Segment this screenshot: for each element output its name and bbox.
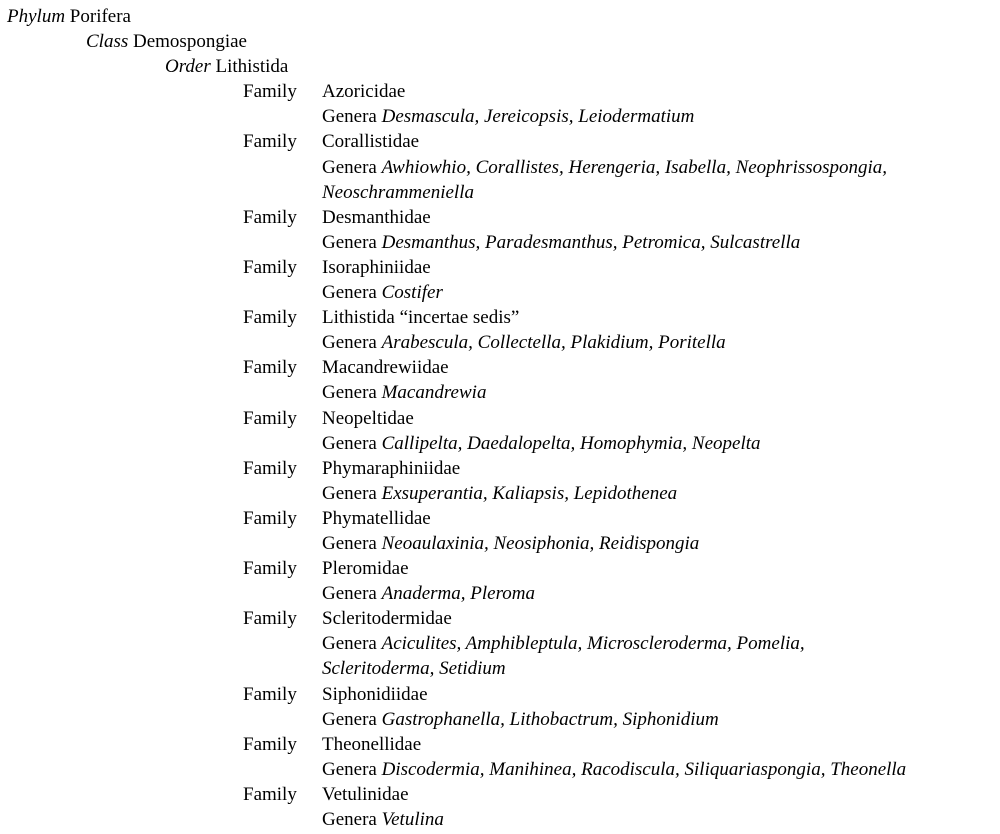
- genera-line: [0, 631, 1000, 656]
- family-line: [0, 305, 1000, 330]
- genera-line: [0, 481, 1000, 506]
- genera-list: Desmanthus, Paradesmanthus, Petromica, Sulcastrella: [381, 231, 801, 253]
- family-line: [0, 406, 1000, 431]
- genera-list: Anaderma, Pleroma: [381, 583, 535, 605]
- family-label: Family: [243, 407, 297, 429]
- family-name: Neopeltidae: [322, 407, 414, 429]
- family-name: Desmanthidae: [322, 206, 431, 228]
- genera-line: [0, 581, 1000, 606]
- genera-list: Macandrewia: [381, 382, 487, 404]
- genera-line: [0, 280, 1000, 305]
- family-label: Family: [243, 206, 297, 228]
- genera-line: [0, 104, 1000, 129]
- family-name: Macandrewiidae: [322, 357, 449, 379]
- family-line: [0, 506, 1000, 531]
- family-name: Phymaraphiniidae: [322, 457, 461, 479]
- family-label: Family: [243, 81, 297, 103]
- family-name: Vetulinidae: [322, 783, 409, 805]
- genera-list: Vetulina: [381, 809, 444, 830]
- order-line: [0, 54, 1000, 79]
- genera-label: Genera: [322, 583, 377, 605]
- genera-line: [0, 807, 1000, 832]
- genera-label: Genera: [322, 156, 377, 178]
- genera-label: Genera: [322, 758, 377, 780]
- genera-line: [0, 180, 1000, 205]
- order-name: Lithistida: [215, 56, 289, 78]
- family-line: [0, 732, 1000, 757]
- genera-line: [0, 531, 1000, 556]
- family-label: Family: [243, 507, 297, 529]
- family-name: Phymatellidae: [322, 507, 431, 529]
- family-line: [0, 456, 1000, 481]
- family-label: Family: [243, 558, 297, 580]
- genera-line: [0, 707, 1000, 732]
- genera-list: Neoaulaxinia, Neosiphonia, Reidispongia: [381, 532, 700, 554]
- family-line: [0, 682, 1000, 707]
- genera-line: [0, 431, 1000, 456]
- genera-label: Genera: [322, 432, 377, 454]
- phylum-label: Phylum: [7, 6, 66, 27]
- genera-label: Genera: [322, 633, 377, 655]
- family-name: Lithistida “incertae sedis”: [322, 307, 520, 329]
- family-list: [0, 79, 1000, 832]
- family-line: [0, 355, 1000, 380]
- phylum-line: [0, 4, 1000, 29]
- genera-list: Discodermia, Manihinea, Racodiscula, Siliquariaspongia, Theonella: [381, 758, 907, 780]
- family-line: [0, 606, 1000, 631]
- genera-list: Costifer: [381, 282, 443, 304]
- family-name: Corallistidae: [322, 131, 420, 153]
- family-name: Pleromidae: [322, 558, 409, 580]
- family-line: [0, 129, 1000, 154]
- genera-label: Genera: [322, 382, 377, 404]
- family-label: Family: [243, 457, 297, 479]
- genera-label: Genera: [322, 532, 377, 554]
- genera-list: Scleritoderma, Setidium: [322, 658, 506, 680]
- family-line: [0, 205, 1000, 230]
- family-name: Siphonidiidae: [322, 683, 428, 705]
- genera-line: [0, 656, 1000, 681]
- family-line: [0, 782, 1000, 807]
- genera-label: Genera: [322, 231, 377, 253]
- genera-line: [0, 155, 1000, 180]
- order-label: Order: [165, 56, 211, 78]
- family-name: Azoricidae: [322, 81, 406, 103]
- genera-label: Genera: [322, 809, 377, 830]
- genera-label: Genera: [322, 482, 377, 504]
- class-label: Class: [86, 31, 129, 53]
- genera-label: Genera: [322, 332, 377, 354]
- family-name: Theonellidae: [322, 733, 422, 755]
- genera-list: Callipelta, Daedalopelta, Homophymia, Neopelta: [381, 432, 761, 454]
- genera-list: Neoschrammeniella: [322, 181, 474, 203]
- family-label: Family: [243, 131, 297, 153]
- class-line: [0, 29, 1000, 54]
- family-label: Family: [243, 608, 297, 630]
- family-label: Family: [243, 783, 297, 805]
- genera-label: Genera: [322, 708, 377, 730]
- genera-line: [0, 330, 1000, 355]
- family-label: Family: [243, 683, 297, 705]
- family-name: Scleritodermidae: [322, 608, 452, 630]
- genera-list: Exsuperantia, Kaliapsis, Lepidothenea: [381, 482, 678, 504]
- genera-list: Arabescula, Collectella, Plakidium, Poritella: [381, 332, 726, 354]
- genera-list: Awhiowhio, Corallistes, Herengeria, Isabella, Neophrissospongia,: [381, 156, 888, 178]
- genera-label: Genera: [322, 282, 377, 304]
- genera-line: [0, 757, 1000, 782]
- taxonomy-document: [0, 4, 1000, 832]
- genera-line: [0, 380, 1000, 405]
- family-label: Family: [243, 357, 297, 379]
- family-line: [0, 255, 1000, 280]
- genera-list: Aciculites, Amphibleptula, Microscleroderma, Pomelia,: [381, 633, 805, 655]
- genera-label: Genera: [322, 106, 377, 128]
- phylum-name: Porifera: [69, 6, 131, 27]
- genera-list: Gastrophanella, Lithobactrum, Siphonidium: [381, 708, 719, 730]
- family-label: Family: [243, 733, 297, 755]
- genera-list: Desmascula, Jereicopsis, Leiodermatium: [381, 106, 695, 128]
- class-name: Demospongiae: [133, 31, 247, 53]
- family-line: [0, 556, 1000, 581]
- family-line: [0, 79, 1000, 104]
- family-label: Family: [243, 256, 297, 278]
- genera-line: [0, 230, 1000, 255]
- family-label: Family: [243, 307, 297, 329]
- family-name: Isoraphiniidae: [322, 256, 431, 278]
